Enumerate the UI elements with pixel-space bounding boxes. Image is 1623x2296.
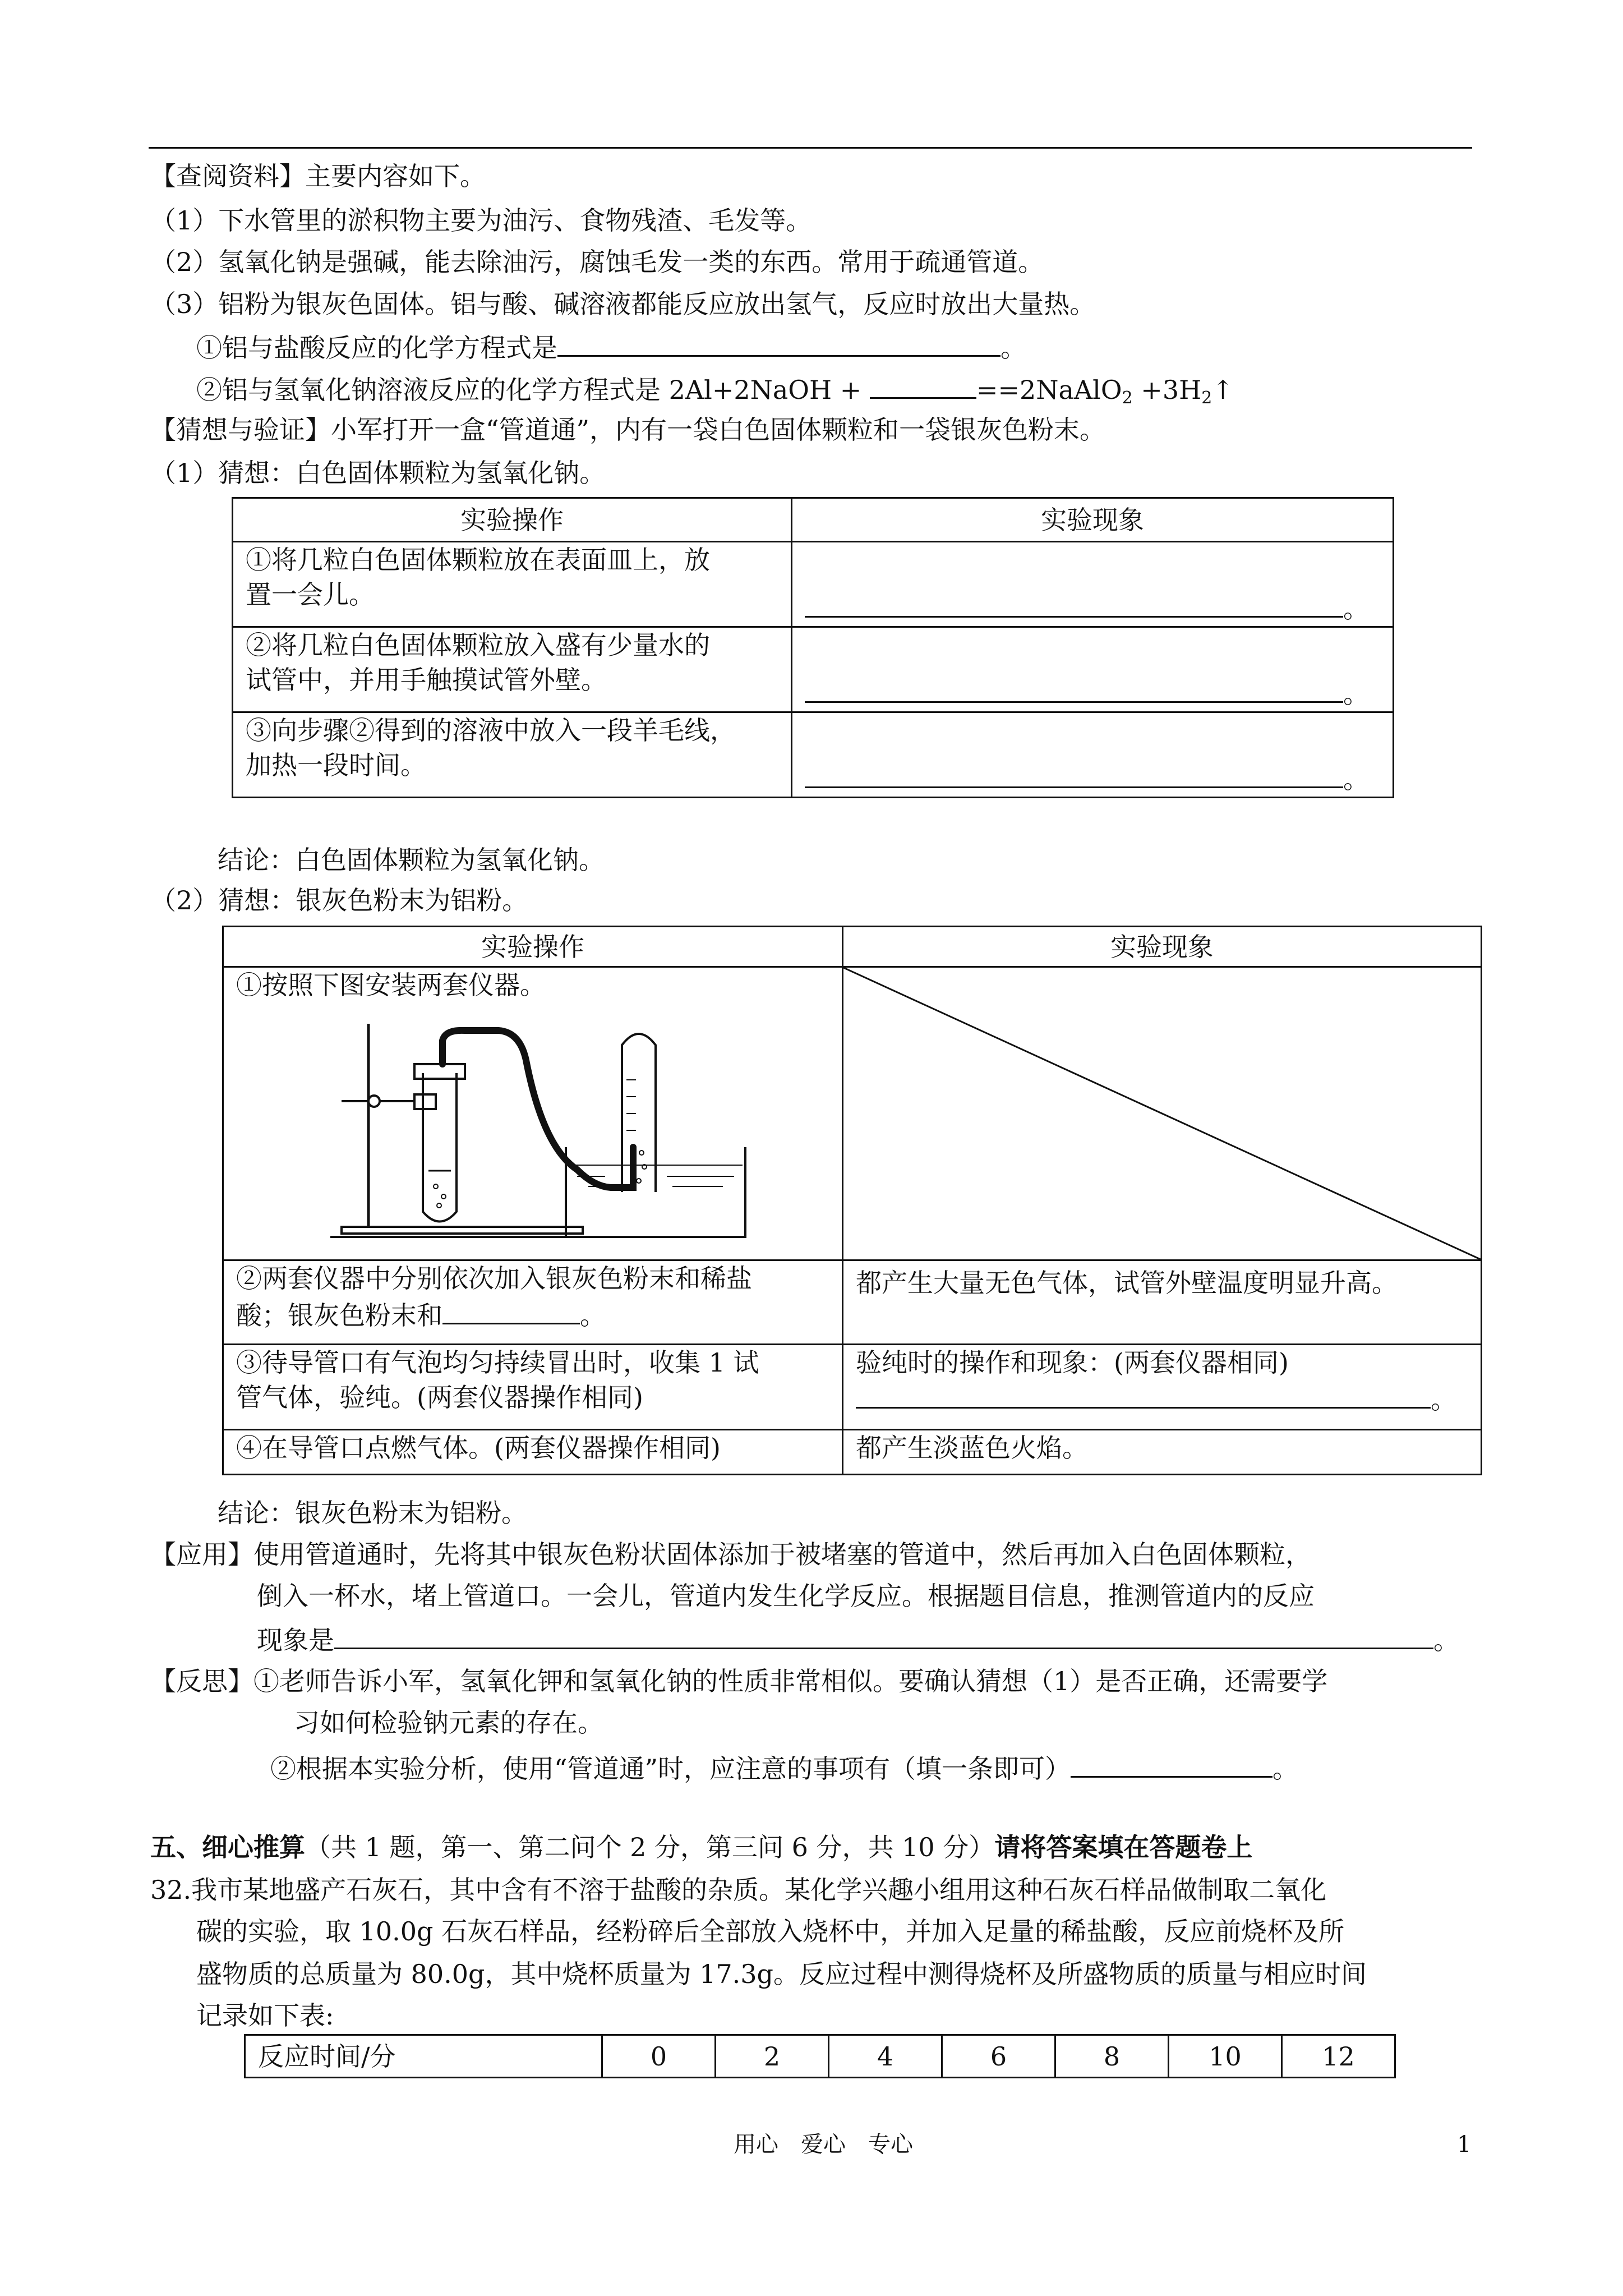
para-line: 碳的实验，取 10.0g 石灰石样品，经粉碎后全部放入烧杯中，并加入足量的稀盐酸，反应前烧杯及所 xyxy=(196,1916,1345,1947)
stand-base xyxy=(342,1227,583,1234)
answer-blank[interactable] xyxy=(805,760,1343,788)
para-line: （1）猜想：白色固体颗粒为氢氧化钠。 xyxy=(150,458,606,488)
table-cell-operation: ①将几粒白色固体颗粒放在表面皿上，放 置一会儿。 xyxy=(233,542,792,627)
conclusion-1: 结论：白色固体颗粒为氢氧化钠。 xyxy=(218,845,605,875)
table-cell-operation xyxy=(223,967,843,1260)
table-cell: 0 xyxy=(602,2035,716,2078)
para-line: 倒入一杯水，堵上管道口。一会儿，管道内发生化学反应。根据题目信息，推测管道内的反应 xyxy=(257,1581,1315,1611)
question-precaution: ②根据本实验分析，使用“管道通”时，应注意的事项有（填一条即可） 。 xyxy=(270,1749,1298,1786)
table-cell-observation: 验纯时的操作和现象：(两套仪器相同) 。 xyxy=(843,1345,1482,1430)
apparatus-diagram xyxy=(330,1018,790,1254)
table-cell-observation: 都产生大量无色气体，试管外壁温度明显升高。 xyxy=(843,1260,1482,1345)
page-number: 1 xyxy=(1457,2132,1472,2157)
table-cell-crossed-out xyxy=(843,967,1482,1260)
question-equation-2 xyxy=(196,370,1234,416)
table-header: 实验现象 xyxy=(843,927,1482,967)
table-cell-observation: 都产生淡蓝色火焰。 xyxy=(843,1430,1482,1475)
diagonal-strike xyxy=(843,968,1481,1259)
table-cell: 4 xyxy=(829,2035,942,2078)
table-cell-observation: 。 xyxy=(792,627,1394,712)
answer-blank[interactable] xyxy=(1071,1749,1272,1778)
answer-blank[interactable] xyxy=(856,1380,1431,1409)
para-line: （2）氢氧化钠是强碱，能去除油污，腐蚀毛发一类的东西。常用于疏通管道。 xyxy=(150,247,1044,277)
experiment-table-1 xyxy=(232,497,1394,798)
para-line: （2）猜想：银灰色粉末为铝粉。 xyxy=(150,885,528,915)
question-phenomenon: 现象是 。 xyxy=(257,1621,1459,1658)
conclusion-2: 结论：银灰色粉末为铝粉。 xyxy=(218,1498,527,1528)
table-cell: 6 xyxy=(942,2035,1055,2078)
question-equation-1 xyxy=(196,328,1026,365)
clamp-jaw xyxy=(414,1094,436,1109)
header-rule xyxy=(149,147,1472,149)
para-line: （3）铝粉为银灰色固体。铝与酸、碱溶液都能反应放出氢气，反应时放出大量热。 xyxy=(150,289,1096,319)
punct: 。 xyxy=(1000,333,1026,363)
para-line: （1）下水管里的淤积物主要为油污、食物残渣、毛发等。 xyxy=(150,205,812,236)
delivery-tube xyxy=(442,1030,633,1188)
para-reflection: 【反思】①老师告诉小军，氢氧化钾和氢氧化钠的性质非常相似。要确认猜想（1）是否正确，还需要学 xyxy=(150,1666,1328,1696)
answer-blank[interactable] xyxy=(805,589,1343,618)
table-cell-operation: ③待导管口有气泡均匀持续冒出时，收集 1 试 管气体，验纯。(两套仪器操作相同) xyxy=(223,1345,843,1430)
subscript: 2 xyxy=(1201,388,1212,408)
table-cell-operation: ④在导管口点燃气体。(两套仪器操作相同) xyxy=(223,1430,843,1475)
equation-part: ==2NaAlO xyxy=(976,375,1122,405)
clamp-knob xyxy=(368,1096,380,1107)
table-header: 实验操作 xyxy=(223,927,843,967)
question-32: 32.我市某地盛产石灰石，其中含有不溶于盐酸的杂质。某化学兴趣小组用这种石灰石样品做制取二氧化 xyxy=(150,1875,1327,1905)
section-heading-5: 五、细心推算（共 1 题，第一、第二问个 2 分，第三问 6 分，共 10 分）请将答案填在答题卷上 xyxy=(150,1832,1253,1862)
footer-motto: 用心 爱心 专心 xyxy=(734,2132,913,2157)
para-application: 【应用】使用管道通时，先将其中银灰色粉状固体添加于被堵塞的管道中，然后再加入白色固体颗粒， xyxy=(150,1539,1311,1570)
equation-part: +3H xyxy=(1132,375,1202,405)
answer-blank[interactable] xyxy=(442,1296,580,1324)
answer-blank[interactable] xyxy=(870,370,976,399)
gas-arrow: ↑ xyxy=(1212,375,1234,405)
table-cell-observation: 。 xyxy=(792,712,1394,798)
table-cell: 10 xyxy=(1169,2035,1282,2078)
answer-blank[interactable] xyxy=(805,674,1343,703)
table-cell: 2 xyxy=(716,2035,829,2078)
para-line: 记录如下表: xyxy=(196,2000,334,2031)
experiment-table-2 xyxy=(222,926,1482,1475)
para-hypothesis-title: 【猜想与验证】小军打开一盒“管道通”，内有一袋白色固体颗粒和一袋银灰色粉末。 xyxy=(150,415,1106,445)
answer-blank[interactable] xyxy=(557,328,1000,357)
step-1-text: ①按照下图安装两套仪器。 xyxy=(236,970,546,1000)
table-cell-operation: ②将几粒白色固体颗粒放入盛有少量水的 试管中，并用手触摸试管外壁。 xyxy=(233,627,792,712)
table-cell: 8 xyxy=(1055,2035,1169,2078)
answer-blank[interactable] xyxy=(334,1621,1433,1649)
table-row-label: 反应时间/分 xyxy=(245,2035,602,2078)
reaction-time-table xyxy=(244,2034,1396,2078)
table-cell-observation: 。 xyxy=(792,542,1394,627)
para-reference-title: 【查阅资料】主要内容如下。 xyxy=(150,161,486,191)
table-header: 实验操作 xyxy=(233,498,792,542)
table-cell-operation: ②两套仪器中分别依次加入银灰色粉末和稀盐 酸；银灰色粉末和 。 xyxy=(223,1260,843,1345)
para-line: 盛物质的总质量为 80.0g，其中烧杯质量为 17.3g。反应过程中测得烧杯及所盛物质的质量与相应时间 xyxy=(196,1959,1367,1989)
table-cell: 12 xyxy=(1282,2035,1395,2078)
subscript: 2 xyxy=(1122,388,1133,408)
table-cell-operation: ③向步骤②得到的溶液中放入一段羊毛线， 加热一段时间。 xyxy=(233,712,792,798)
para-line: 习如何检验钠元素的存在。 xyxy=(294,1708,603,1738)
question-text: ②铝与氢氧化钠溶液反应的化学方程式是 2Al+2NaOH + xyxy=(196,375,862,405)
question-text: ①铝与盐酸反应的化学方程式是 xyxy=(196,333,557,363)
table-header: 实验现象 xyxy=(792,498,1394,542)
